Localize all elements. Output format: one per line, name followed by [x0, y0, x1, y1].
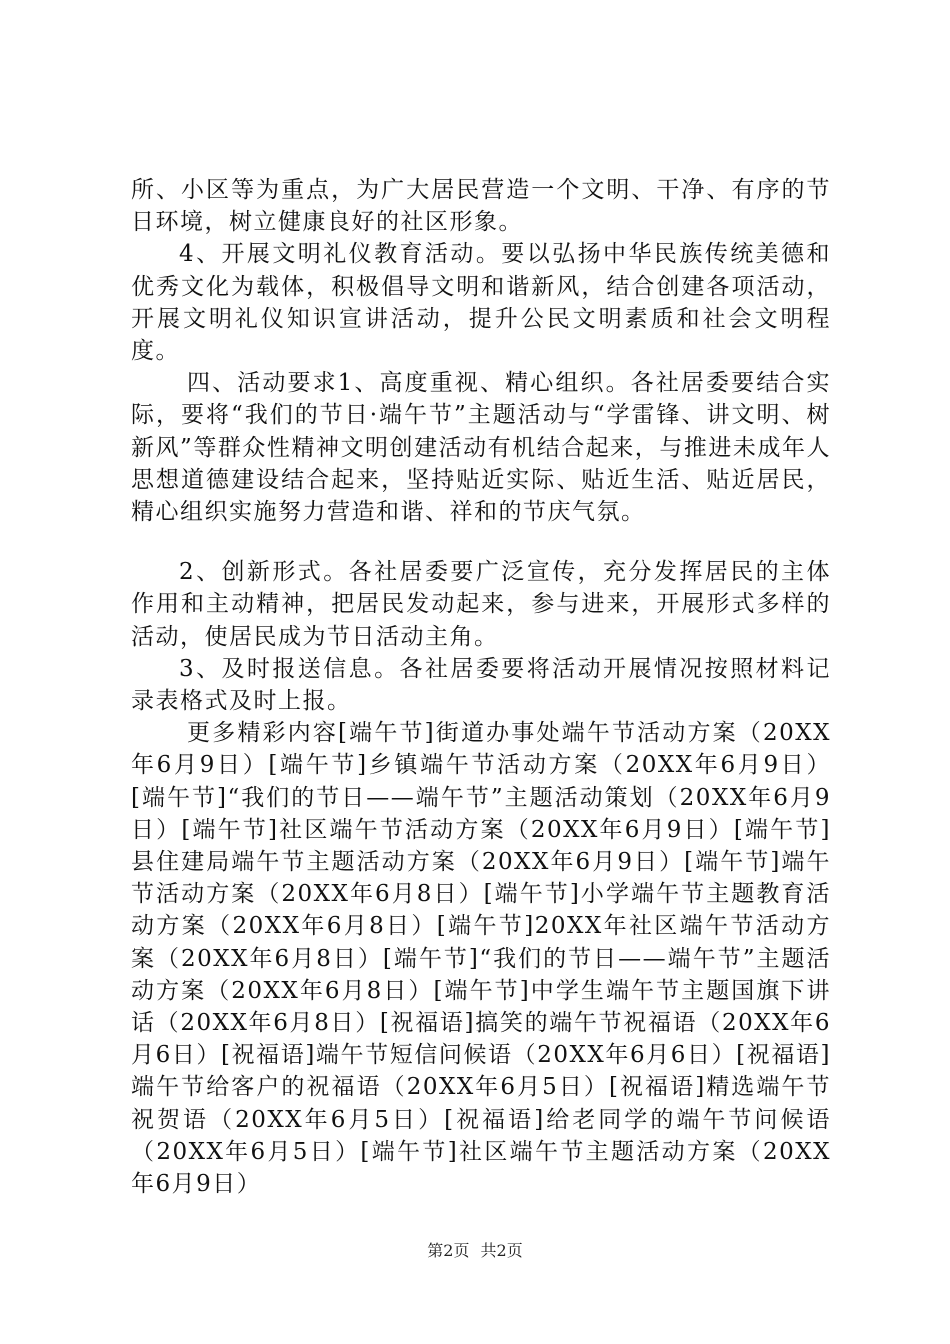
document-body: [131, 174, 831, 1200]
page-total: 共2页: [480, 1241, 523, 1260]
paragraph-etiquette-education: 4、开展文明礼仪教育活动。要以弘扬中华民族传统美德和优秀文化为载体，积极倡导文明和谐新风，结合创建各项活动，开展文明礼仪知识宣讲活动，提升公民文明素质和社会文明程度。: [131, 241, 831, 365]
page-number: 第2页: [427, 1241, 470, 1260]
paragraph-report-info: 3、及时报送信息。各社居委要将活动开展情况按照材料记录表格式及时上报。: [131, 655, 831, 715]
paragraph-community-environment: 所、小区等为重点，为广大居民营造一个文明、干净、有序的节日环境，树立健康良好的社区形象。: [131, 177, 831, 236]
page-footer: [0, 1241, 950, 1261]
paragraph-innovation: 2、创新形式。各社居委要广泛宣传，充分发挥居民的主体作用和主动精神，把居民发动起来，参与进来，开展形式多样的活动，使居民成为节日活动主角。: [131, 559, 831, 650]
paragraph-activity-requirements: 四、活动要求1、高度重视、精心组织。各社居委要结合实际，要将“我们的节日·端午节”主题活动与“学雷锋、讲文明、树新风”等群众性精神文明创建活动有机结合起来，与推进未成年人思想道德建设结合起来，坚持贴近实际、贴近生活、贴近居民，精心组织实施努力营造和谐、祥和的节庆气氛。: [131, 370, 831, 526]
paragraph-more-content: 更多精彩内容[端午节]街道办事处端午节活动方案（20XX年6月9日）[端午节]乡镇端午节活动方案（20XX年6月9日）[端午节]“我们的节日——端午节”主题活动策划（20XX年6月9日）[端午节]社区端午节活动方案（20XX年6月9日）[端午节]县住建局端午节主题活动方案（20XX年6月9日）[端午节]端午节活动方案（20XX年6月8日）[端午节]小学端午节主题教育活动方案（20XX年6月8日）[端午节]20XX年社区端午节活动方案（20XX年6月8日）[端午节]“我们的节日——端午节”主题活动方案（20XX年6月8日）[端午节]中学生端午节主题国旗下讲话（20XX年6月8日）[祝福语]搞笑的端午节祝福语（20XX年6月6日）[祝福语]端午节短信问候语（20XX年6月6日）[祝福语]端午节给客户的祝福语（20XX年6月5日）[祝福语]精选端午节祝贺语（20XX年6月5日）[祝福语]给老同学的端午节问候语（20XX年6月5日）[端午节]社区端午节主题活动方案（20XX年6月9日）: [131, 720, 831, 1198]
